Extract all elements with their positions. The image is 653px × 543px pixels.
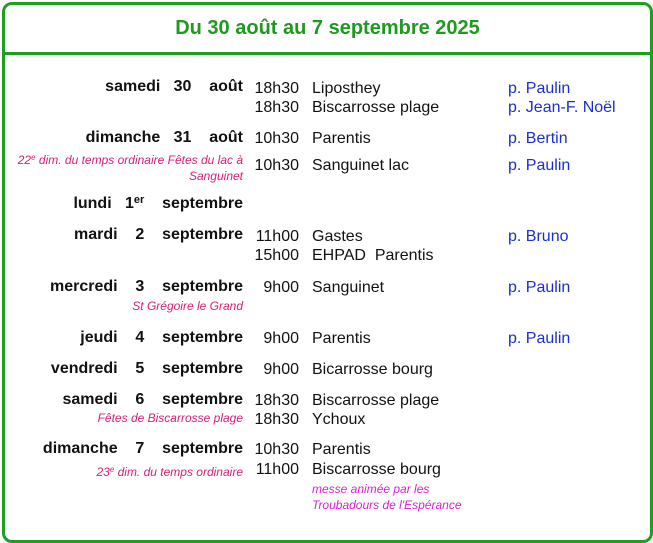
day-note: Fêtes de Biscarrosse plage [97, 411, 243, 425]
service-priest: p. Bruno [508, 228, 569, 245]
service-place: Ychoux [312, 411, 366, 428]
day-note: 23e dim. du temps ordinaire [96, 465, 243, 479]
service-priest: p. Bertin [508, 130, 568, 147]
day-label: dimanche 31 août [85, 129, 243, 146]
service-time: 9h00 [263, 361, 299, 378]
service-place: Parentis [312, 330, 371, 347]
service-priest: p. Paulin [508, 279, 571, 296]
service-place: Biscarrosse plage [312, 392, 440, 409]
title-divider [5, 52, 650, 55]
service-priest: p. Paulin [508, 330, 571, 347]
mass-note: messe animée par les Troubadours de l'Espérance [312, 482, 462, 512]
service-time: 11h00 [255, 461, 299, 478]
service-place: Biscarrosse plage [312, 99, 440, 116]
service-time: 10h30 [254, 441, 299, 458]
service-place: Gastes [312, 228, 363, 245]
day-label: lundi 1er septembre [73, 194, 243, 212]
day-label: dimanche 7 septembre [42, 440, 243, 457]
service-place: Liposthey [312, 80, 381, 97]
service-place: Parentis [312, 441, 371, 458]
service-place: Sanguinet [312, 279, 385, 296]
service-place: Parentis [312, 130, 371, 147]
service-time: 18h30 [254, 392, 299, 409]
service-time: 10h30 [254, 157, 299, 174]
service-time: 10h30 [254, 130, 299, 147]
day-label: samedi 30 août [105, 78, 243, 95]
service-place: EHPAD Parentis [312, 247, 434, 264]
service-priest: p. Jean-F. Noël [508, 99, 616, 116]
day-label: vendredi 5 septembre [50, 360, 243, 377]
service-place: Biscarrosse bourg [312, 461, 441, 478]
day-label: samedi 6 septembre [62, 391, 243, 408]
service-time: 18h30 [254, 99, 299, 116]
day-label: mercredi 3 septembre [50, 278, 243, 295]
service-place: Bicarrosse bourg [312, 361, 433, 378]
service-time: 9h00 [263, 279, 299, 296]
day-label: mardi 2 septembre [74, 226, 243, 243]
day-note: St Grégoire le Grand [132, 299, 243, 313]
service-priest: p. Paulin [508, 80, 571, 97]
service-time: 9h00 [263, 330, 299, 347]
service-time: 11h00 [255, 228, 299, 245]
service-time: 15h00 [254, 247, 299, 264]
schedule-title: Du 30 août au 7 septembre 2025 [175, 17, 480, 39]
service-place: Sanguinet lac [312, 157, 409, 174]
service-time: 18h30 [254, 411, 299, 428]
day-note: 22e dim. du temps ordinaire Fêtes du lac à Sanguinet [17, 153, 243, 183]
schedule-frame [2, 2, 653, 543]
service-time: 18h30 [254, 80, 299, 97]
service-priest: p. Paulin [508, 157, 571, 174]
day-label: jeudi 4 septembre [80, 329, 243, 346]
